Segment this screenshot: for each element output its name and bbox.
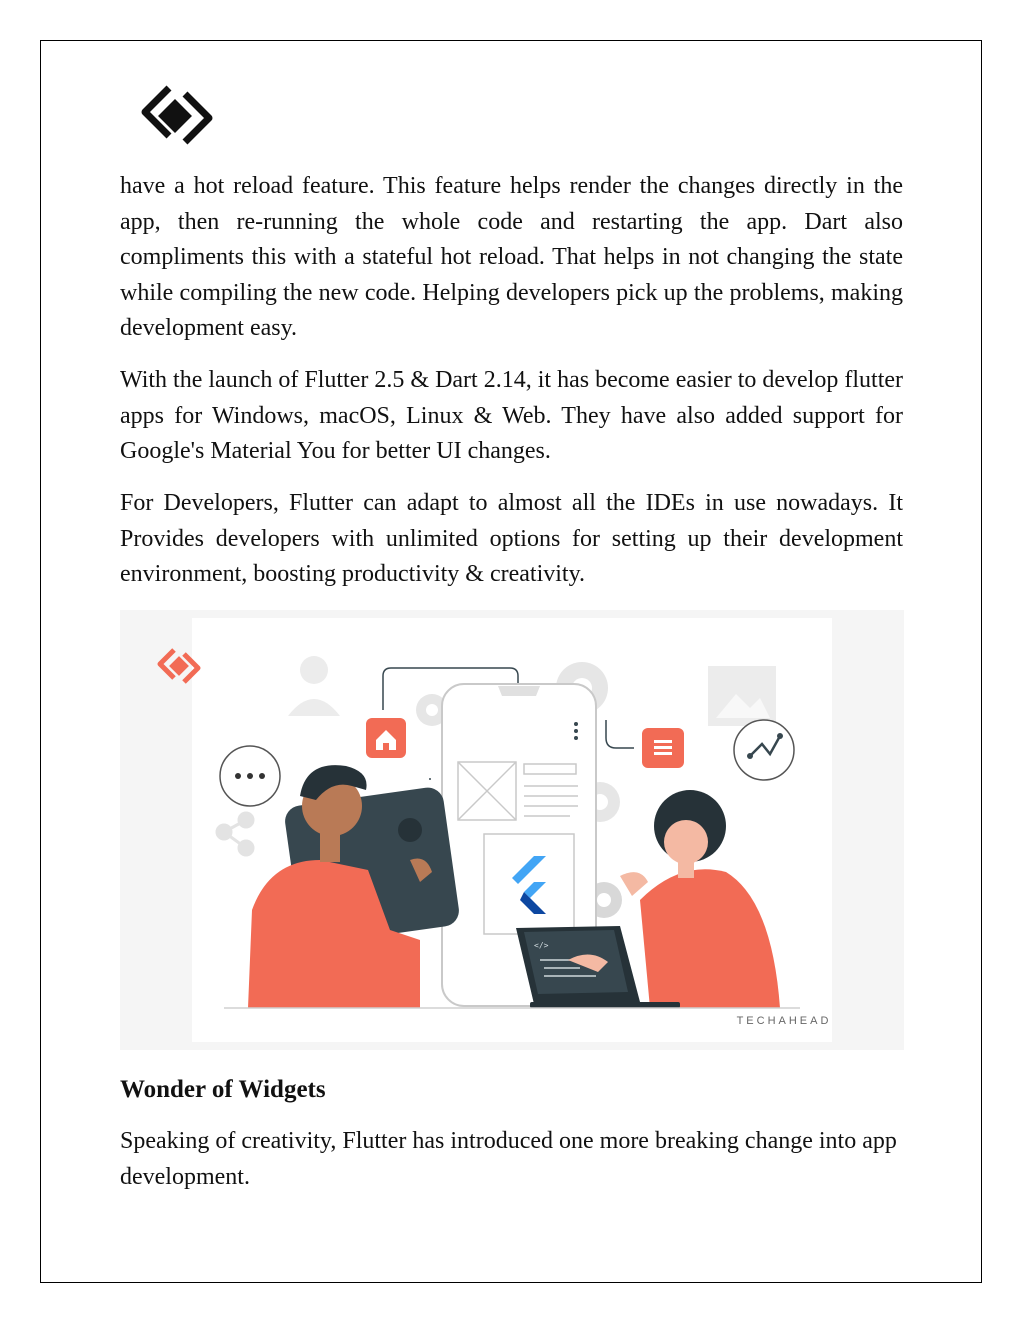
home-icon — [366, 718, 406, 758]
section-heading: Wonder of Widgets — [120, 1076, 326, 1103]
chart-icon — [734, 720, 794, 780]
paragraph-hot-reload: have a hot reload feature. This feature helps render the changes directly in the app, then re-running the whole code and restarting the app. Dart also compliments this with a stateful hot reload. That helps in not changing the state while compiling the new code. Helping developers pick up the problems, making development easy. — [120, 173, 903, 341]
diamond-logo-icon — [139, 82, 215, 148]
speech-bubble-icon — [220, 746, 280, 806]
menu-icon — [642, 728, 684, 768]
paragraph-flutter-launch: With the launch of Flutter 2.5 & Dart 2.14, it has become easier to develop flutter apps for Windows, macOS, Linux & Web. They have also added support for Google's Material You for better UI changes. — [120, 367, 903, 464]
paragraph-creativity: Speaking of creativity, Flutter has introduced one more breaking change into app development. — [120, 1128, 897, 1190]
paragraph-developers: For Developers, Flutter can adapt to almost all the IDEs in use nowadays. It Provides developers with unlimited options for setting up their development environment, boosting productivity & creativity. — [120, 490, 903, 587]
image-icon — [708, 666, 776, 726]
flutter-illustration — [120, 610, 904, 1050]
code-tag: </> — [534, 941, 549, 950]
techahead-logo — [139, 82, 215, 148]
techahead-watermark: TECHAHEAD — [736, 1015, 832, 1027]
